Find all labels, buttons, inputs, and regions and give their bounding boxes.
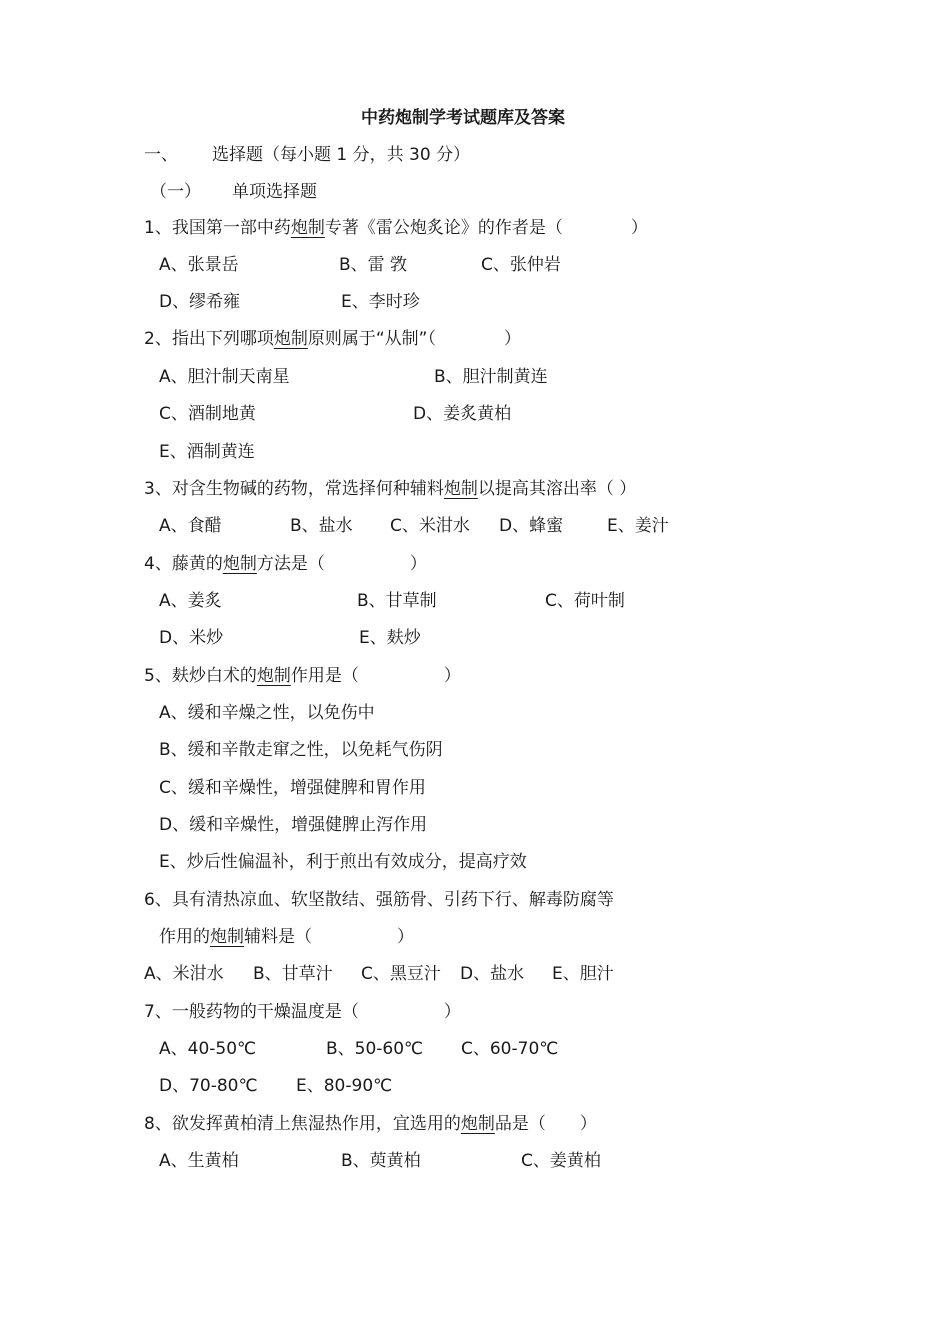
question-5-option-e: E、炒后性偏温补，利于煎出有效成分，提高疗效 (159, 852, 527, 872)
question-5-option-d: D、缓和辛燥性，增强健脾止泻作用 (159, 815, 428, 835)
question-2-option-c: C、酒制地黄 (159, 404, 256, 424)
question-4-option-b: B、甘草制 (357, 591, 437, 611)
question-2-option-e: E、酒制黄连 (159, 442, 255, 462)
question-3-option-b: B、盐水 (290, 516, 353, 536)
question-1-stem: 1、我国第一部中药炮制专著《雷公炮炙论》的作者是（ ） (144, 218, 648, 238)
question-1-option-e: E、李时珍 (341, 292, 420, 312)
section-number: 一、 (144, 145, 178, 165)
question-1-option-c: C、张仲岩 (481, 255, 561, 275)
question-3-option-a: A、食醋 (159, 516, 222, 536)
question-5-option-c: C、缓和辛燥性，增强健脾和胃作用 (159, 778, 426, 798)
question-6-option-e: E、胆汁 (552, 964, 614, 984)
question-2-option-d: D、姜炙黄柏 (413, 404, 512, 424)
question-7-stem: 7、一般药物的干燥温度是（ ） (144, 1002, 461, 1022)
subsection-heading: 单项选择题 (232, 182, 317, 202)
question-7-option-e: E、80-90℃ (296, 1076, 393, 1096)
question-5-stem: 5、麸炒白术的炮制作用是（ ） (144, 666, 461, 686)
question-1-option-b: B、雷 敩 (339, 255, 408, 275)
question-4-option-c: C、荷叶制 (545, 591, 625, 611)
question-5-option-a: A、缓和辛燥之性，以免伤中 (159, 703, 375, 723)
question-4-option-a: A、姜炙 (159, 591, 222, 611)
question-7-option-d: D、70-80℃ (159, 1076, 258, 1096)
question-3-option-d: D、蜂蜜 (499, 516, 564, 536)
question-2-option-b: B、胆汁制黄连 (434, 367, 548, 387)
question-4-option-e: E、麸炒 (359, 628, 421, 648)
document-title: 中药炮制学考试题库及答案 (361, 108, 565, 128)
question-6-option-b: B、甘草汁 (253, 964, 333, 984)
question-4-stem: 4、藤黄的炮制方法是（ ） (144, 554, 427, 574)
question-8-option-a: A、生黄柏 (159, 1151, 239, 1171)
subsection-number: （一） (150, 182, 201, 202)
question-6-option-a: A、米泔水 (144, 964, 224, 984)
question-1-option-d: D、缪希雍 (159, 292, 241, 312)
question-6-option-c: C、黑豆汁 (361, 964, 441, 984)
question-7-option-a: A、40-50℃ (159, 1039, 257, 1059)
section-heading: 选择题（每小题 1 分，共 30 分） (212, 145, 471, 165)
question-8-option-c: C、姜黄柏 (521, 1151, 601, 1171)
question-2-option-a: A、胆汁制天南星 (159, 367, 290, 387)
question-6-option-d: D、盐水 (460, 964, 525, 984)
question-1-option-a: A、张景岳 (159, 255, 239, 275)
question-6-stem-line2: 作用的炮制辅料是（ ） (159, 927, 414, 947)
question-8-option-b: B、萸黄柏 (341, 1151, 421, 1171)
question-3-stem: 3、对含生物碱的药物，常选择何种辅料炮制以提高其溶出率（ ） (144, 479, 637, 499)
question-6-stem-line1: 6、具有清热凉血、软坚散结、强筋骨、引药下行、解毒防腐等 (144, 890, 614, 910)
question-3-option-e: E、姜汁 (607, 516, 669, 536)
question-3-option-c: C、米泔水 (390, 516, 470, 536)
question-5-option-b: B、缓和辛散走窜之性，以免耗气伤阴 (159, 740, 443, 760)
question-7-option-c: C、60-70℃ (461, 1039, 559, 1059)
question-8-stem: 8、欲发挥黄柏清上焦湿热作用，宜选用的炮制品是（ ） (144, 1114, 597, 1134)
question-2-stem: 2、指出下列哪项炮制原则属于“从制”（ ） (144, 329, 521, 349)
question-7-option-b: B、50-60℃ (326, 1039, 424, 1059)
question-4-option-d: D、米炒 (159, 628, 224, 648)
